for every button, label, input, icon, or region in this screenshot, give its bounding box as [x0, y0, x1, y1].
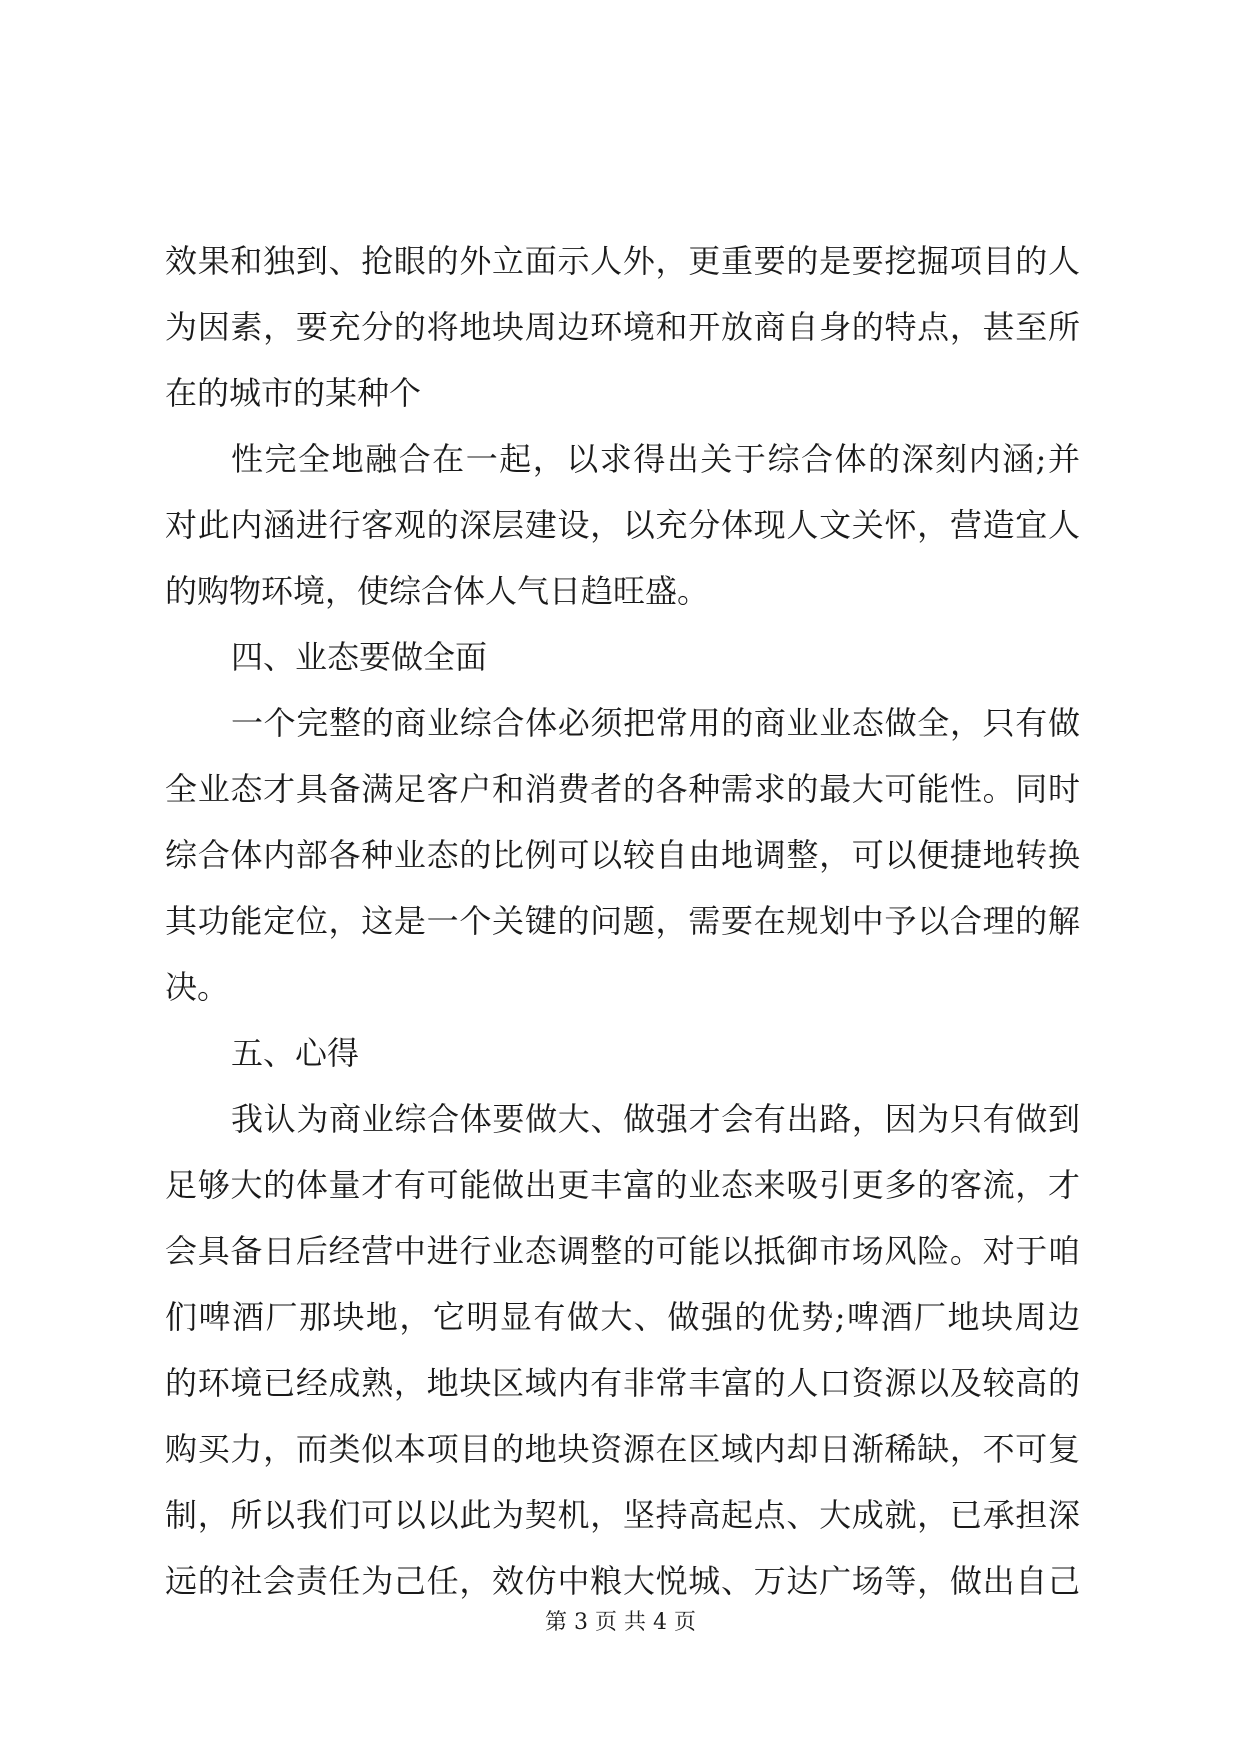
text-line: 的购物环境，使综合体人气日趋旺盛。	[165, 572, 710, 610]
section-heading: 五、心得	[231, 1034, 360, 1072]
text-line: 性完全地融合在一起，以求得出关于综合体的深刻内涵;并	[231, 440, 1080, 478]
text-line: 购买力，而类似本项目的地块资源在区域内却日渐稀缺，不可复	[165, 1430, 1080, 1468]
text-line: 对此内涵进行客观的深层建设，以充分体现人文关怀，营造宜人	[165, 506, 1080, 544]
text-line: 综合体内部各种业态的比例可以较自由地调整，可以便捷地转换	[165, 836, 1080, 874]
text-line: 决。	[165, 968, 230, 1006]
text-line: 会具备日后经营中进行业态调整的可能以抵御市场风险。对于咱	[165, 1232, 1080, 1270]
text-line: 在的城市的某种个	[165, 374, 422, 412]
text-line: 足够大的体量才有可能做出更丰富的业态来吸引更多的客流，才	[165, 1166, 1080, 1204]
document-body	[165, 228, 1080, 1614]
text-line: 全业态才具备满足客户和消费者的各种需求的最大可能性。同时	[165, 770, 1080, 808]
text-line: 制，所以我们可以以此为契机，坚持高起点、大成就，已承担深	[165, 1496, 1080, 1534]
text-line: 我认为商业综合体要做大、做强才会有出路，因为只有做到	[231, 1100, 1080, 1138]
text-line: 一个完整的商业综合体必须把常用的商业业态做全，只有做	[231, 704, 1080, 742]
section-heading: 四、业态要做全面	[231, 638, 488, 676]
text-line: 为因素，要充分的将地块周边环境和开放商自身的特点，甚至所	[165, 308, 1080, 346]
text-line: 效果和独到、抢眼的外立面示人外，更重要的是要挖掘项目的人	[165, 242, 1080, 280]
page-footer	[0, 1608, 1241, 1638]
page-number: 第 3 页 共 4 页	[545, 1610, 696, 1635]
text-line: 的环境已经成熟，地块区域内有非常丰富的人口资源以及较高的	[165, 1364, 1080, 1402]
text-line: 远的社会责任为己任，效仿中粮大悦城、万达广场等，做出自己	[165, 1562, 1080, 1600]
text-line: 其功能定位，这是一个关键的问题，需要在规划中予以合理的解	[165, 902, 1080, 940]
text-line: 们啤酒厂那块地，它明显有做大、做强的优势;啤酒厂地块周边	[165, 1298, 1080, 1336]
